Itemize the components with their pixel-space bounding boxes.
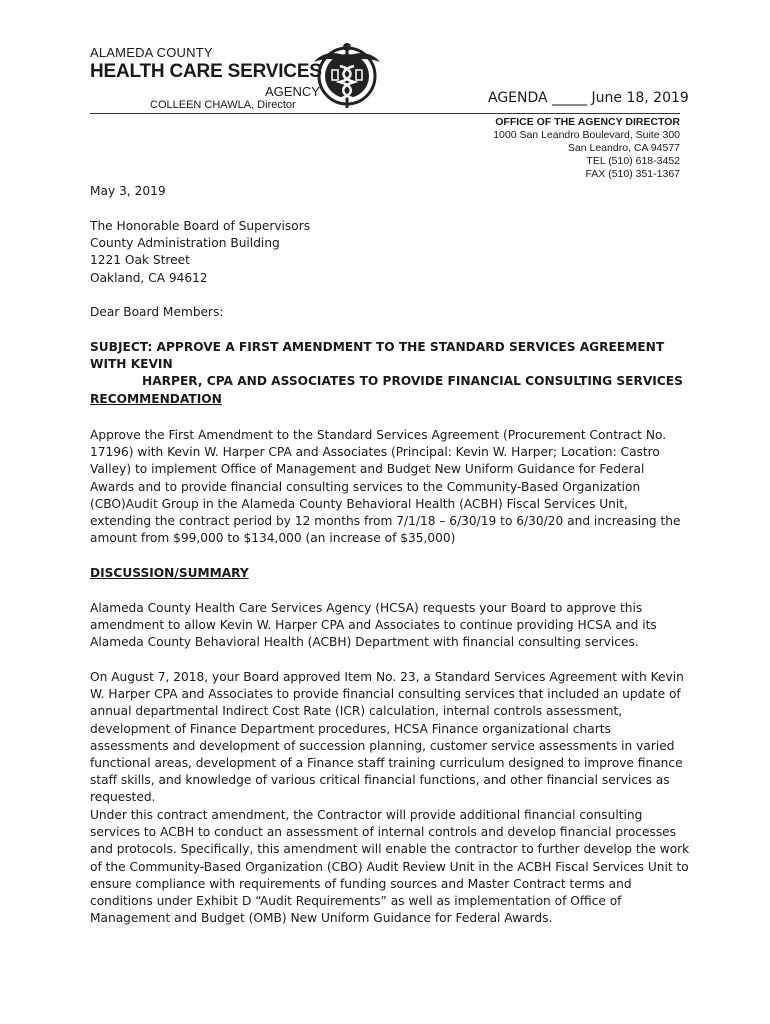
recommendation-paragraph: Approve the First Amendment to the Standard Services Agreement (Procurement Contract No. 17196) with Kevin W. Harper CPA and Associates (Principal: Kevin W. Harper; Location: Castro Valley) to implement Office of Management and Budget New Uniform Guidance for Federal Awards and to provide financial consulting services to the Community-Based Organization (CBO)Audit Group in the Alameda County Behavioral Health (ACBH) Fiscal Services Unit, extending the contract period by 12 months from 7/1/18 – 6/30/19 to 6/30/20 and increasing the amount from $99,000 to $134,000 (an increase of $35,000) <box>90 428 681 546</box>
discussion-heading: DISCUSSION/SUMMARY <box>90 566 249 580</box>
office-fax: FAX (510) 351-1367 <box>585 168 680 180</box>
recipient-line: 1221 Oak Street <box>90 253 190 268</box>
subject-line-2: HARPER, CPA AND ASSOCIATES TO PROVIDE FINANCIAL CONSULTING SERVICES <box>142 374 683 389</box>
recipient-address <box>90 218 310 287</box>
agency-label: AGENCY <box>265 84 320 99</box>
office-title: OFFICE OF THE AGENCY DIRECTOR <box>495 116 680 128</box>
recipient-line: Oakland, CA 94612 <box>90 270 208 285</box>
discussion-paragraph-3: Under this contract amendment, the Contractor will provide additional financial consulting services to ACBH to conduct an assessment of internal controls and develop financial processes and protocols. Specifically, this amendment will enable the contractor to further develop the work of the Community-Based Organization (CBO) Audit Review Unit in the ACBH Fiscal Services Unit to ensure compliance with requirements of funding sources and Master Contract terms and conditions under Exhibit D “Audit Requirements” as well as implementation of Office of Management and Budget (OMB) New Uniform Guidance for Federal Awards. <box>90 808 690 926</box>
office-address-block <box>493 116 680 181</box>
subject-line-1: SUBJECT: APPROVE A FIRST AMENDMENT TO THE STANDARD SERVICES AGREEMENT WITH KEVIN <box>90 340 665 372</box>
office-city: San Leandro, CA 94577 <box>567 142 680 154</box>
recipient-line: The Honorable Board of Supervisors <box>90 219 311 233</box>
director-name: COLLEEN CHAWLA, Director <box>150 99 296 111</box>
letter-date: May 3, 2019 <box>90 184 166 198</box>
county-name: ALAMEDA COUNTY <box>90 45 213 60</box>
recipient-line: County Administration Building <box>90 236 280 251</box>
caduceus-seal-icon <box>312 40 382 112</box>
office-tel: TEL (510) 618-3452 <box>586 155 680 167</box>
salutation: Dear Board Members: <box>90 305 224 319</box>
recommendation-heading: RECOMMENDATION <box>90 392 222 406</box>
header-rule <box>90 113 680 114</box>
agenda-line: AGENDA _____ June 18, 2019 <box>488 90 689 106</box>
discussion-paragraph-1: Alameda County Health Care Services Agency (HCSA) requests your Board to approve this amendment to allow Kevin W. Harper CPA and Associates to continue providing HCSA and its Alameda County Behavioral Health (ACBH) Department with financial consulting services. <box>90 601 657 650</box>
discussion-paragraph-2: On August 7, 2018, your Board approved Item No. 23, a Standard Services Agreement with Kevin W. Harper CPA and Associates to provide financial consulting services that included an update of annual departmental Indirect Cost Rate (ICR) calculation, internal controls assessment, development of Finance Department procedures, HCSA Finance organizational charts assessments and development of succession planning, customer service assessments in varied functional areas, development of a Finance staff training curriculum designed to improve finance staff skills, and knowledge of various critical financial functions, and other financial services as requested. <box>90 670 684 805</box>
office-street: 1000 San Leandro Boulevard, Suite 300 <box>493 129 680 141</box>
department-name: HEALTH CARE SERVICES <box>90 61 322 82</box>
subject-line <box>90 339 690 391</box>
